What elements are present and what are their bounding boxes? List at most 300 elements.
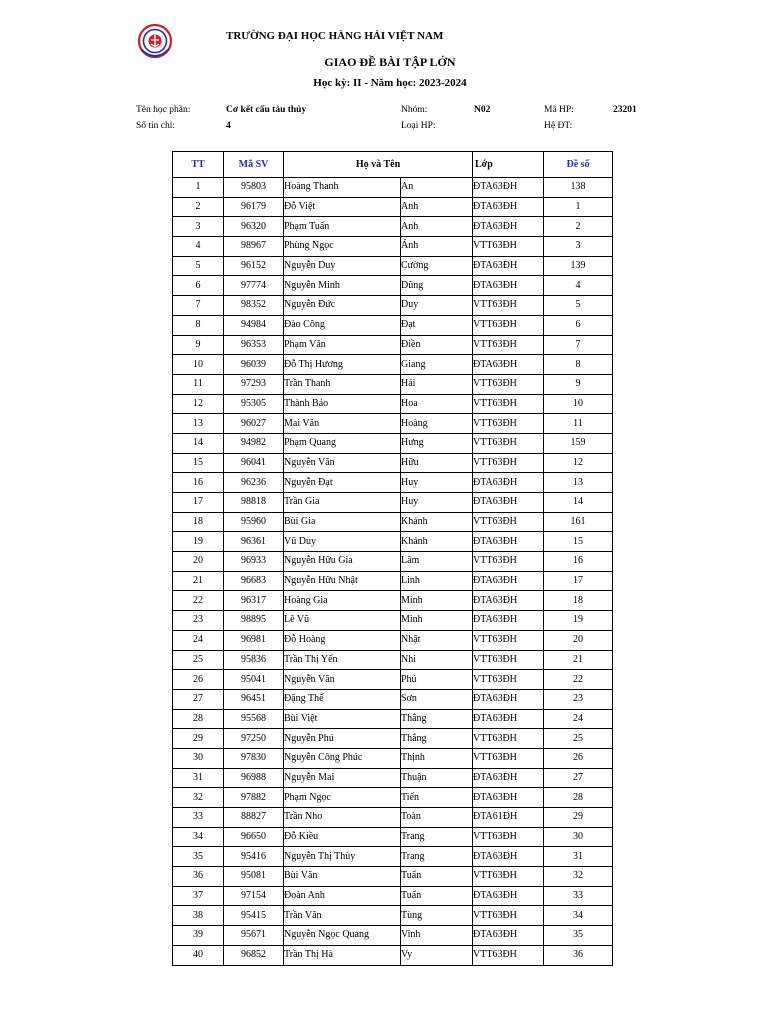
table-row <box>173 315 613 335</box>
cell-surname: Hoàng Gia <box>284 591 401 611</box>
document-subtitle: Học kỳ: II - Năm học: 2023-2024 <box>313 77 467 89</box>
cell-exam-number: 24 <box>544 709 613 729</box>
table-row <box>173 256 613 276</box>
table-row <box>173 926 613 946</box>
cell-tt: 2 <box>173 197 224 217</box>
cell-exam-number: 25 <box>544 729 613 749</box>
cell-exam-number: 11 <box>544 414 613 434</box>
cell-tt: 3 <box>173 217 224 237</box>
cell-student-id: 96451 <box>224 689 284 709</box>
table-row <box>173 493 613 513</box>
cell-surname: Bùi Gia <box>284 512 401 532</box>
table-row <box>173 611 613 631</box>
cell-class: ĐTA63ĐH <box>473 926 544 946</box>
cell-exam-number: 18 <box>544 591 613 611</box>
cell-surname: Trần Thanh <box>284 374 401 394</box>
cell-student-id: 95803 <box>224 178 284 198</box>
cell-exam-number: 32 <box>544 867 613 887</box>
table-row <box>173 394 613 414</box>
cell-surname: Nguyễn Văn <box>284 453 401 473</box>
cell-student-id: 95415 <box>224 906 284 926</box>
cell-student-id: 97774 <box>224 276 284 296</box>
table-row <box>173 512 613 532</box>
cell-surname: Thành Bảo <box>284 394 401 414</box>
cell-given-name: Tuấn <box>401 886 473 906</box>
cell-student-id: 95960 <box>224 512 284 532</box>
cell-given-name: An <box>401 178 473 198</box>
cell-surname: Đào Công <box>284 315 401 335</box>
cell-exam-number: 159 <box>544 433 613 453</box>
cell-given-name: Dũng <box>401 276 473 296</box>
cell-class: VTT63ĐH <box>473 729 544 749</box>
header-exam-number: Đề số <box>544 152 613 178</box>
cell-tt: 37 <box>173 886 224 906</box>
table-row <box>173 827 613 847</box>
cell-class: VTT63ĐH <box>473 867 544 887</box>
cell-surname: Đoàn Anh <box>284 886 401 906</box>
table-row <box>173 630 613 650</box>
table-row <box>173 414 613 434</box>
cell-tt: 32 <box>173 788 224 808</box>
cell-given-name: Sơn <box>401 689 473 709</box>
table-row <box>173 453 613 473</box>
cell-class: VTT63ĐH <box>473 630 544 650</box>
cell-given-name: Huy <box>401 473 473 493</box>
cell-class: ĐTA63ĐH <box>473 473 544 493</box>
table-row <box>173 788 613 808</box>
table-row <box>173 355 613 375</box>
cell-class: ĐTA63ĐH <box>473 276 544 296</box>
cell-student-id: 96179 <box>224 197 284 217</box>
cell-tt: 6 <box>173 276 224 296</box>
cell-exam-number: 14 <box>544 493 613 513</box>
cell-tt: 18 <box>173 512 224 532</box>
cell-class: ĐTA63ĐH <box>473 355 544 375</box>
cell-exam-number: 6 <box>544 315 613 335</box>
table-row <box>173 808 613 828</box>
cell-tt: 27 <box>173 689 224 709</box>
course-code-value: 23201 <box>613 105 637 115</box>
cell-surname: Trần Nho <box>284 808 401 828</box>
cell-tt: 36 <box>173 867 224 887</box>
cell-tt: 20 <box>173 552 224 572</box>
cell-student-id: 98967 <box>224 237 284 257</box>
cell-surname: Trần Văn <box>284 906 401 926</box>
course-code-label: Mã HP: <box>544 105 574 115</box>
cell-surname: Nguyễn Hữu Nhật <box>284 571 401 591</box>
cell-exam-number: 23 <box>544 689 613 709</box>
cell-tt: 33 <box>173 808 224 828</box>
cell-tt: 12 <box>173 394 224 414</box>
cell-surname: Nguyễn Mai <box>284 768 401 788</box>
cell-class: VTT63ĐH <box>473 296 544 316</box>
cell-student-id: 95836 <box>224 650 284 670</box>
cell-tt: 34 <box>173 827 224 847</box>
cell-given-name: Cường <box>401 256 473 276</box>
cell-surname: Đỗ Kiều <box>284 827 401 847</box>
cell-given-name: Huy <box>401 493 473 513</box>
cell-student-id: 96981 <box>224 630 284 650</box>
cell-class: VTT63ĐH <box>473 906 544 926</box>
cell-student-id: 97293 <box>224 374 284 394</box>
table-row <box>173 197 613 217</box>
cell-exam-number: 20 <box>544 630 613 650</box>
cell-student-id: 95568 <box>224 709 284 729</box>
table-row <box>173 237 613 257</box>
cell-tt: 15 <box>173 453 224 473</box>
cell-surname: Phạm Văn <box>284 335 401 355</box>
cell-given-name: Trang <box>401 827 473 847</box>
cell-student-id: 96933 <box>224 552 284 572</box>
course-label: Tên học phần: <box>136 105 191 115</box>
cell-surname: Nguyễn Phú <box>284 729 401 749</box>
cell-tt: 7 <box>173 296 224 316</box>
cell-class: ĐTA63ĐH <box>473 768 544 788</box>
cell-given-name: Hoàng <box>401 414 473 434</box>
cell-student-id: 96236 <box>224 473 284 493</box>
cell-given-name: Ánh <box>401 237 473 257</box>
cell-surname: Phùng Ngọc <box>284 237 401 257</box>
cell-class: ĐTA63ĐH <box>473 689 544 709</box>
cell-tt: 17 <box>173 493 224 513</box>
cell-tt: 29 <box>173 729 224 749</box>
student-roster-table <box>172 151 613 966</box>
cell-surname: Nguyễn Thị Thùy <box>284 847 401 867</box>
cell-class: VTT63ĐH <box>473 748 544 768</box>
cell-class: VTT63ĐH <box>473 433 544 453</box>
cell-given-name: Thuận <box>401 768 473 788</box>
cell-surname: Đỗ Việt <box>284 197 401 217</box>
cell-tt: 16 <box>173 473 224 493</box>
cell-class: VTT63ĐH <box>473 552 544 572</box>
table-row <box>173 591 613 611</box>
table-row <box>173 906 613 926</box>
cell-exam-number: 5 <box>544 296 613 316</box>
cell-student-id: 96317 <box>224 591 284 611</box>
cell-exam-number: 2 <box>544 217 613 237</box>
cell-student-id: 94982 <box>224 433 284 453</box>
cell-given-name: Hải <box>401 374 473 394</box>
cell-surname: Nguyễn Duy <box>284 256 401 276</box>
cell-class: ĐTA63ĐH <box>473 788 544 808</box>
training-system-label: Hệ ĐT: <box>544 121 573 131</box>
cell-tt: 30 <box>173 748 224 768</box>
course-type-label: Loại HP: <box>401 121 436 131</box>
cell-surname: Lê Vũ <box>284 611 401 631</box>
table-row <box>173 433 613 453</box>
cell-student-id: 98895 <box>224 611 284 631</box>
cell-given-name: Vy <box>401 945 473 965</box>
cell-given-name: Thịnh <box>401 748 473 768</box>
cell-class: VTT63ĐH <box>473 414 544 434</box>
cell-exam-number: 27 <box>544 768 613 788</box>
table-row <box>173 178 613 198</box>
cell-given-name: Phú <box>401 670 473 690</box>
header-tt: TT <box>173 152 224 178</box>
table-row <box>173 532 613 552</box>
cell-exam-number: 15 <box>544 532 613 552</box>
cell-class: VTT63ĐH <box>473 945 544 965</box>
cell-student-id: 97830 <box>224 748 284 768</box>
table-row <box>173 552 613 572</box>
cell-surname: Hoàng Thanh <box>284 178 401 198</box>
cell-class: ĐTA63ĐH <box>473 493 544 513</box>
table-row <box>173 335 613 355</box>
cell-given-name: Nhật <box>401 630 473 650</box>
cell-surname: Nguyễn Hữu Gia <box>284 552 401 572</box>
table-row <box>173 296 613 316</box>
cell-surname: Bùi Việt <box>284 709 401 729</box>
table-row <box>173 276 613 296</box>
header-class: Lớp <box>473 152 544 178</box>
cell-tt: 5 <box>173 256 224 276</box>
cell-exam-number: 33 <box>544 886 613 906</box>
cell-class: ĐTA63ĐH <box>473 256 544 276</box>
cell-exam-number: 34 <box>544 906 613 926</box>
cell-class: VTT63ĐH <box>473 670 544 690</box>
cell-student-id: 88827 <box>224 808 284 828</box>
cell-class: VTT63ĐH <box>473 374 544 394</box>
cell-exam-number: 1 <box>544 197 613 217</box>
cell-class: VTT63ĐH <box>473 453 544 473</box>
cell-tt: 25 <box>173 650 224 670</box>
table-row <box>173 670 613 690</box>
cell-given-name: Tuấn <box>401 867 473 887</box>
cell-student-id: 96988 <box>224 768 284 788</box>
cell-exam-number: 12 <box>544 453 613 473</box>
cell-exam-number: 16 <box>544 552 613 572</box>
cell-class: VTT63ĐH <box>473 394 544 414</box>
cell-given-name: Khánh <box>401 512 473 532</box>
header-student-id: Mã SV <box>224 152 284 178</box>
cell-given-name: Minh <box>401 611 473 631</box>
cell-exam-number: 139 <box>544 256 613 276</box>
cell-class: VTT63ĐH <box>473 827 544 847</box>
cell-exam-number: 35 <box>544 926 613 946</box>
cell-given-name: Tùng <box>401 906 473 926</box>
cell-exam-number: 30 <box>544 827 613 847</box>
cell-class: ĐTA63ĐH <box>473 591 544 611</box>
cell-tt: 14 <box>173 433 224 453</box>
cell-surname: Nguyễn Ngọc Quang <box>284 926 401 946</box>
cell-exam-number: 7 <box>544 335 613 355</box>
table-row <box>173 748 613 768</box>
cell-exam-number: 4 <box>544 276 613 296</box>
cell-surname: Đỗ Hoàng <box>284 630 401 650</box>
cell-student-id: 96152 <box>224 256 284 276</box>
cell-given-name: Anh <box>401 217 473 237</box>
cell-student-id: 96650 <box>224 827 284 847</box>
cell-exam-number: 17 <box>544 571 613 591</box>
table-row <box>173 886 613 906</box>
cell-class: VTT63ĐH <box>473 650 544 670</box>
group-value: N02 <box>474 105 491 115</box>
cell-exam-number: 22 <box>544 670 613 690</box>
cell-given-name: Hưng <box>401 433 473 453</box>
cell-student-id: 96027 <box>224 414 284 434</box>
course-value: Cơ kết cấu tàu thủy <box>226 105 307 115</box>
university-logo-icon <box>136 23 174 59</box>
school-name: TRƯỜNG ĐẠI HỌC HÀNG HẢI VIỆT NAM <box>226 30 444 42</box>
table-row <box>173 650 613 670</box>
cell-class: VTT63ĐH <box>473 335 544 355</box>
cell-student-id: 97882 <box>224 788 284 808</box>
cell-given-name: Trang <box>401 847 473 867</box>
cell-student-id: 95671 <box>224 926 284 946</box>
header-full-name: Họ và Tên <box>284 152 473 178</box>
cell-surname: Nguyễn Văn <box>284 670 401 690</box>
cell-class: ĐTA63ĐH <box>473 178 544 198</box>
table-row <box>173 847 613 867</box>
cell-tt: 35 <box>173 847 224 867</box>
cell-surname: Nguyễn Minh <box>284 276 401 296</box>
table-row <box>173 768 613 788</box>
cell-given-name: Giang <box>401 355 473 375</box>
cell-surname: Nguyễn Công Phúc <box>284 748 401 768</box>
cell-exam-number: 29 <box>544 808 613 828</box>
cell-tt: 38 <box>173 906 224 926</box>
cell-student-id: 96320 <box>224 217 284 237</box>
cell-student-id: 97250 <box>224 729 284 749</box>
cell-given-name: Toàn <box>401 808 473 828</box>
cell-tt: 11 <box>173 374 224 394</box>
cell-surname: Mai Văn <box>284 414 401 434</box>
cell-given-name: Tiến <box>401 788 473 808</box>
cell-surname: Vũ Duy <box>284 532 401 552</box>
table-row <box>173 689 613 709</box>
cell-class: VTT63ĐH <box>473 237 544 257</box>
cell-student-id: 94984 <box>224 315 284 335</box>
cell-exam-number: 36 <box>544 945 613 965</box>
cell-tt: 19 <box>173 532 224 552</box>
cell-tt: 40 <box>173 945 224 965</box>
cell-exam-number: 13 <box>544 473 613 493</box>
cell-exam-number: 26 <box>544 748 613 768</box>
cell-surname: Trần Gia <box>284 493 401 513</box>
cell-exam-number: 10 <box>544 394 613 414</box>
cell-surname: Trần Thị Yến <box>284 650 401 670</box>
group-label: Nhóm: <box>401 105 428 115</box>
cell-surname: Đặng Thế <box>284 689 401 709</box>
cell-class: ĐTA63ĐH <box>473 217 544 237</box>
cell-given-name: Linh <box>401 571 473 591</box>
cell-given-name: Hữu <box>401 453 473 473</box>
cell-surname: Bùi Văn <box>284 867 401 887</box>
table-row <box>173 571 613 591</box>
cell-given-name: Lâm <box>401 552 473 572</box>
cell-student-id: 98818 <box>224 493 284 513</box>
cell-surname: Nguyễn Đức <box>284 296 401 316</box>
cell-given-name: Minh <box>401 591 473 611</box>
cell-class: ĐTA63ĐH <box>473 197 544 217</box>
credits-value: 4 <box>226 121 231 131</box>
cell-given-name: Khánh <box>401 532 473 552</box>
cell-student-id: 96041 <box>224 453 284 473</box>
cell-student-id: 96361 <box>224 532 284 552</box>
cell-surname: Phạm Quang <box>284 433 401 453</box>
cell-exam-number: 19 <box>544 611 613 631</box>
cell-tt: 28 <box>173 709 224 729</box>
cell-tt: 39 <box>173 926 224 946</box>
cell-tt: 1 <box>173 178 224 198</box>
cell-tt: 24 <box>173 630 224 650</box>
cell-given-name: Vinh <box>401 926 473 946</box>
cell-tt: 4 <box>173 237 224 257</box>
cell-class: ĐTA63ĐH <box>473 571 544 591</box>
cell-given-name: Nhi <box>401 650 473 670</box>
cell-class: ĐTA61ĐH <box>473 808 544 828</box>
cell-tt: 23 <box>173 611 224 631</box>
cell-student-id: 95041 <box>224 670 284 690</box>
cell-student-id: 96852 <box>224 945 284 965</box>
cell-student-id: 97154 <box>224 886 284 906</box>
cell-tt: 26 <box>173 670 224 690</box>
cell-given-name: Đạt <box>401 315 473 335</box>
cell-class: ĐTA63ĐH <box>473 532 544 552</box>
table-row <box>173 709 613 729</box>
table-header-row <box>173 152 613 178</box>
cell-student-id: 96683 <box>224 571 284 591</box>
cell-tt: 21 <box>173 571 224 591</box>
cell-exam-number: 138 <box>544 178 613 198</box>
cell-tt: 10 <box>173 355 224 375</box>
cell-surname: Đỗ Thị Hương <box>284 355 401 375</box>
cell-student-id: 96039 <box>224 355 284 375</box>
table-row <box>173 473 613 493</box>
cell-tt: 31 <box>173 768 224 788</box>
cell-class: ĐTA63ĐH <box>473 709 544 729</box>
cell-exam-number: 161 <box>544 512 613 532</box>
table-row <box>173 217 613 237</box>
table-row <box>173 374 613 394</box>
cell-given-name: Hoa <box>401 394 473 414</box>
document-title: GIAO ĐỀ BÀI TẬP LỚN <box>324 55 456 69</box>
cell-surname: Trần Thị Hà <box>284 945 401 965</box>
cell-exam-number: 3 <box>544 237 613 257</box>
cell-student-id: 95081 <box>224 867 284 887</box>
cell-tt: 13 <box>173 414 224 434</box>
cell-given-name: Duy <box>401 296 473 316</box>
table-row <box>173 729 613 749</box>
cell-class: VTT63ĐH <box>473 315 544 335</box>
cell-given-name: Thắng <box>401 709 473 729</box>
cell-surname: Nguyễn Đạt <box>284 473 401 493</box>
cell-tt: 9 <box>173 335 224 355</box>
cell-surname: Phạm Tuấn <box>284 217 401 237</box>
cell-given-name: Điền <box>401 335 473 355</box>
credits-label: Số tín chỉ: <box>136 121 176 131</box>
cell-exam-number: 31 <box>544 847 613 867</box>
cell-class: ĐTA63ĐH <box>473 886 544 906</box>
cell-exam-number: 8 <box>544 355 613 375</box>
cell-exam-number: 21 <box>544 650 613 670</box>
cell-given-name: Anh <box>401 197 473 217</box>
cell-student-id: 95416 <box>224 847 284 867</box>
cell-tt: 22 <box>173 591 224 611</box>
table-row <box>173 945 613 965</box>
cell-student-id: 98352 <box>224 296 284 316</box>
cell-exam-number: 9 <box>544 374 613 394</box>
cell-class: VTT63ĐH <box>473 512 544 532</box>
cell-surname: Phạm Ngọc <box>284 788 401 808</box>
cell-class: ĐTA63ĐH <box>473 611 544 631</box>
cell-exam-number: 28 <box>544 788 613 808</box>
cell-student-id: 96353 <box>224 335 284 355</box>
cell-student-id: 95305 <box>224 394 284 414</box>
cell-given-name: Thắng <box>401 729 473 749</box>
cell-tt: 8 <box>173 315 224 335</box>
cell-class: ĐTA63ĐH <box>473 847 544 867</box>
